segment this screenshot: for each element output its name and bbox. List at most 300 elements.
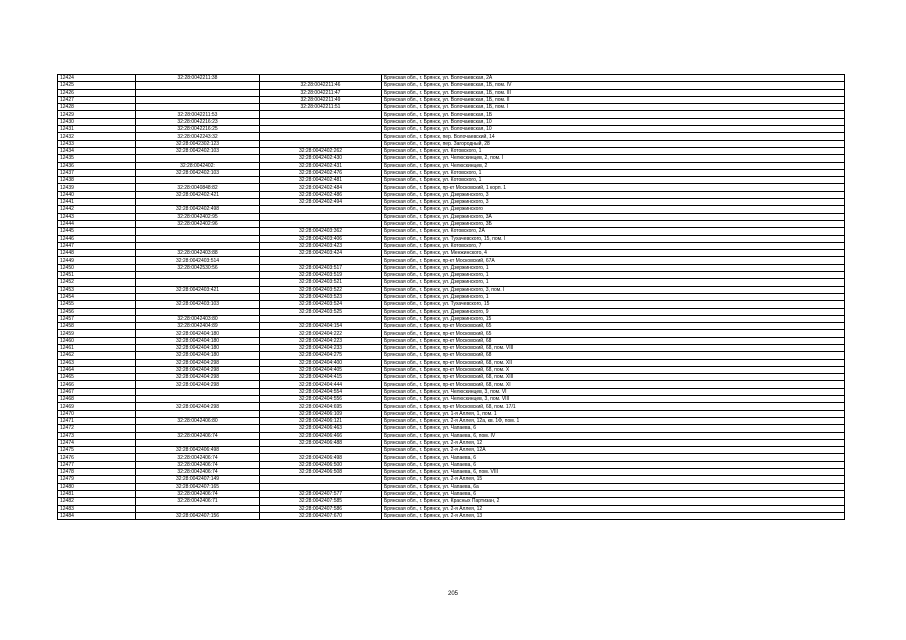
object-number-cell: 32:28:0042404:223	[260, 337, 382, 344]
address-cell: Брянская обл., г. Брянск, ул. Чапаева, 6	[382, 425, 845, 432]
row-number-cell: 12424	[58, 75, 136, 82]
table-row	[58, 272, 845, 279]
table-row	[58, 505, 845, 512]
table-row	[58, 410, 845, 417]
address-cell: Брянская обл., г. Брянск, ул. Чапаева, 6, пом. VIII	[382, 469, 845, 476]
parcel-number-cell: 32:28:0042402:96	[136, 220, 260, 227]
address-cell: Брянская обл., г. Брянск, ул. Волочаевская, 2А	[382, 75, 845, 82]
address-cell: Брянская обл., г. Брянск, ул. Красных Партизан, 2	[382, 498, 845, 505]
table-row	[58, 432, 845, 439]
address-cell: Брянская обл., г. Брянск, ул. Дзержинского, 1	[382, 293, 845, 300]
parcel-number-cell: 32:28:0042404:180	[136, 352, 260, 359]
address-cell: Брянская обл., г. Брянск, ул. Волочаевская, 1Б, пом. II	[382, 96, 845, 103]
object-number-cell: 32:28:0042404:275	[260, 352, 382, 359]
address-cell: Брянская обл., г. Брянск, ул. Дзержинского, 1	[382, 264, 845, 271]
address-cell: Брянская обл., г. Брянск, ул. Чапаева, 6	[382, 454, 845, 461]
address-cell: Брянская обл., г. Брянск, пр-кт Московский, 1 корп. 1	[382, 184, 845, 191]
table-row	[58, 490, 845, 497]
object-number-cell: 32:28:0042404:405	[260, 366, 382, 373]
object-number-cell: 32:28:0042403:362	[260, 228, 382, 235]
row-number-cell: 12431	[58, 126, 136, 133]
parcel-number-cell	[136, 177, 260, 184]
address-cell: Брянская обл., г. Брянск, ул. Чапаева, 6	[382, 461, 845, 468]
address-cell: Брянская обл., г. Брянск, ул. 1-я Аллея, 1, пом. 1	[382, 410, 845, 417]
table-row	[58, 512, 845, 519]
object-number-cell	[260, 220, 382, 227]
object-number-cell: 32:28:0042406:109	[260, 410, 382, 417]
row-number-cell: 12446	[58, 235, 136, 242]
address-cell: Брянская обл., г. Брянск, ул. Чапаева, 6, пом. IV	[382, 432, 845, 439]
object-number-cell: 32:28:0042406:488	[260, 439, 382, 446]
parcel-number-cell: 32:28:0042407:149	[136, 476, 260, 483]
parcel-number-cell: 32:28:0042404:298	[136, 366, 260, 373]
address-cell: Брянская обл., г. Брянск, ул. Волочаевская, 1Б, пом. I	[382, 104, 845, 111]
address-cell: Брянская обл., г. Брянск, ул. Дзержинского, 3	[382, 191, 845, 198]
object-number-cell: 32:28:0042403:521	[260, 279, 382, 286]
parcel-number-cell	[136, 104, 260, 111]
address-cell: Брянская обл., г. Брянск, пр-кт Московский, 68	[382, 352, 845, 359]
object-number-cell: 32:28:0042407:577	[260, 490, 382, 497]
object-number-cell: 32:28:0042402:431	[260, 162, 382, 169]
object-number-cell: 32:28:0042211:51	[260, 104, 382, 111]
table-row	[58, 279, 845, 286]
address-cell: Брянская обл., г. Брянск, ул. Дзержинского, 3А	[382, 213, 845, 220]
row-number-cell: 12477	[58, 461, 136, 468]
cadastral-table-body	[58, 75, 845, 520]
parcel-number-cell: 32:28:0042402:498	[136, 206, 260, 213]
row-number-cell: 12447	[58, 242, 136, 249]
address-cell: Брянская обл., г. Брянск, ул. Волочаевская, 1Б, пом. IV	[382, 82, 845, 89]
table-row	[58, 264, 845, 271]
object-number-cell	[260, 476, 382, 483]
table-row	[58, 344, 845, 351]
address-cell: Брянская обл., г. Брянск, пр-кт Московский, 68	[382, 337, 845, 344]
parcel-number-cell: 32:28:0042216:25	[136, 126, 260, 133]
row-number-cell: 12474	[58, 439, 136, 446]
object-number-cell: 32:28:0042406:463	[260, 425, 382, 432]
row-number-cell: 12444	[58, 220, 136, 227]
object-number-cell	[260, 126, 382, 133]
table-row	[58, 469, 845, 476]
address-cell: Брянская обл., г. Брянск, ул. Котовского, 1	[382, 177, 845, 184]
page-number: 205	[447, 591, 458, 597]
row-number-cell: 12450	[58, 264, 136, 271]
parcel-number-cell: 32:28:0042403:103	[136, 301, 260, 308]
object-number-cell: 32:28:0042403:519	[260, 272, 382, 279]
table-row	[58, 162, 845, 169]
parcel-number-cell: 32:28:0042406:74	[136, 454, 260, 461]
object-number-cell: 32:28:0042211:49	[260, 96, 382, 103]
row-number-cell: 12464	[58, 366, 136, 373]
row-number-cell: 12434	[58, 147, 136, 154]
table-row	[58, 461, 845, 468]
parcel-number-cell: 32:28:0042404:298	[136, 359, 260, 366]
parcel-number-cell: 32:28:0042402:103	[136, 169, 260, 176]
object-number-cell	[260, 447, 382, 454]
table-row	[58, 228, 845, 235]
object-number-cell: 32:28:0042406:500	[260, 461, 382, 468]
object-number-cell: 32:28:0042406:498	[260, 454, 382, 461]
parcel-number-cell: 32:28:0042404:180	[136, 337, 260, 344]
object-number-cell: 32:28:0042406:121	[260, 417, 382, 424]
address-cell: Брянская обл., г. Брянск, ул. Челюскинцев, 2	[382, 162, 845, 169]
parcel-number-cell: 32:28:0042211:38	[136, 75, 260, 82]
row-number-cell: 12436	[58, 162, 136, 169]
row-number-cell: 12440	[58, 191, 136, 198]
address-cell: Брянская обл., г. Брянск, ул. Волочаевская, 1Б, пом. III	[382, 89, 845, 96]
table-row	[58, 337, 845, 344]
parcel-number-cell	[136, 89, 260, 96]
address-cell: Брянская обл., г. Брянск, ул. Волочаевская, 10	[382, 126, 845, 133]
parcel-number-cell: 32:28:0042404:298	[136, 403, 260, 410]
address-cell: Брянская обл., г. Брянск, пер. Волочаевский, 14	[382, 133, 845, 140]
address-cell: Брянская обл., г. Брянск, ул. 2-я Аллея, 12	[382, 505, 845, 512]
address-cell: Брянская обл., г. Брянск, пр-кт Московский, 68, пом. X	[382, 366, 845, 373]
parcel-number-cell: 32:28:0042404:180	[136, 330, 260, 337]
parcel-number-cell: 32:28:0042402:103	[136, 147, 260, 154]
parcel-number-cell	[136, 82, 260, 89]
table-row	[58, 352, 845, 359]
row-number-cell: 12476	[58, 454, 136, 461]
parcel-number-cell: 32:28:0042243:32	[136, 133, 260, 140]
object-number-cell: 32:28:0042402:484	[260, 184, 382, 191]
row-number-cell: 12468	[58, 396, 136, 403]
address-cell: Брянская обл., г. Брянск, ул. Менжинского, 4	[382, 250, 845, 257]
table-row	[58, 118, 845, 125]
address-cell: Брянская обл., г. Брянск, пр-кт Московский, 68, пом. XII	[382, 359, 845, 366]
table-row	[58, 104, 845, 111]
parcel-number-cell	[136, 439, 260, 446]
table-row	[58, 206, 845, 213]
address-cell: Брянская обл., г. Брянск, ул. Волочаевская, 1Б	[382, 111, 845, 118]
object-number-cell	[260, 111, 382, 118]
row-number-cell: 12452	[58, 279, 136, 286]
address-cell: Брянская обл., г. Брянск, ул. 2-я Аллея, 12А	[382, 447, 845, 454]
row-number-cell: 12456	[58, 308, 136, 315]
row-number-cell: 12442	[58, 206, 136, 213]
table-row	[58, 403, 845, 410]
object-number-cell: 32:28:0042404:233	[260, 344, 382, 351]
object-number-cell: 32:28:0042403:406	[260, 235, 382, 242]
table-row	[58, 213, 845, 220]
parcel-number-cell: 32:28:0042406:74	[136, 432, 260, 439]
row-number-cell: 12428	[58, 104, 136, 111]
parcel-number-cell	[136, 242, 260, 249]
object-number-cell	[260, 118, 382, 125]
object-number-cell: 32:28:0042404:222	[260, 330, 382, 337]
address-cell: Брянская обл., г. Брянск, ул. Котовского, 1	[382, 169, 845, 176]
address-cell: Брянская обл., г. Брянск, ул. Котовского, 2А	[382, 228, 845, 235]
table-row	[58, 242, 845, 249]
address-cell: Брянская обл., г. Брянск, ул. Дзержинского, 3	[382, 199, 845, 206]
object-number-cell	[260, 133, 382, 140]
row-number-cell: 12461	[58, 344, 136, 351]
object-number-cell: 32:28:0042404:556	[260, 396, 382, 403]
table-row	[58, 381, 845, 388]
row-number-cell: 12482	[58, 498, 136, 505]
row-number-cell: 12426	[58, 89, 136, 96]
parcel-number-cell	[136, 199, 260, 206]
parcel-number-cell: 32:28:0042406:71	[136, 498, 260, 505]
cadastral-table	[57, 74, 845, 520]
row-number-cell: 12437	[58, 169, 136, 176]
table-row	[58, 257, 845, 264]
table-row	[58, 374, 845, 381]
table-row	[58, 191, 845, 198]
address-cell: Брянская обл., г. Брянск, ул. Челюскинцев, 2, пом. I	[382, 155, 845, 162]
address-cell: Брянская обл., г. Брянск, ул. Дзержинского, 1	[382, 272, 845, 279]
parcel-number-cell	[136, 308, 260, 315]
parcel-number-cell: 32:28:0042402:95	[136, 213, 260, 220]
object-number-cell: 32:28:0042402:494	[260, 199, 382, 206]
address-cell: Брянская обл., г. Брянск, пр-кт Московский, 67А	[382, 257, 845, 264]
parcel-number-cell: 32:28:0042407:156	[136, 512, 260, 519]
row-number-cell: 12473	[58, 432, 136, 439]
table-row	[58, 439, 845, 446]
table-row	[58, 483, 845, 490]
object-number-cell: 32:28:0042404:695	[260, 403, 382, 410]
parcel-number-cell: 32:28:0042404:89	[136, 323, 260, 330]
parcel-number-cell	[136, 235, 260, 242]
row-number-cell: 12435	[58, 155, 136, 162]
parcel-number-cell: 32:28:0042302:123	[136, 140, 260, 147]
table-row	[58, 96, 845, 103]
table-row	[58, 140, 845, 147]
address-cell: Брянская обл., г. Брянск, пр-кт Московский, 68, пом. XIII	[382, 374, 845, 381]
object-number-cell: 32:28:0042404:415	[260, 374, 382, 381]
object-number-cell: 32:28:0042404:154	[260, 323, 382, 330]
object-number-cell: 32:28:0042404:400	[260, 359, 382, 366]
object-number-cell	[260, 315, 382, 322]
parcel-number-cell	[136, 293, 260, 300]
object-number-cell: 32:28:0042403:517	[260, 264, 382, 271]
table-row	[58, 199, 845, 206]
object-number-cell: 32:28:0042403:522	[260, 286, 382, 293]
address-cell: Брянская обл., г. Брянск, ул. Дзержинского, 1	[382, 279, 845, 286]
object-number-cell: 32:28:0042402:481	[260, 177, 382, 184]
table-row	[58, 133, 845, 140]
row-number-cell: 12448	[58, 250, 136, 257]
parcel-number-cell: 32:28:0042216:23	[136, 118, 260, 125]
row-number-cell: 12471	[58, 417, 136, 424]
table-row	[58, 498, 845, 505]
row-number-cell: 12462	[58, 352, 136, 359]
row-number-cell: 12438	[58, 177, 136, 184]
parcel-number-cell: 32:28:0042404:298	[136, 381, 260, 388]
table-row	[58, 308, 845, 315]
row-number-cell: 12427	[58, 96, 136, 103]
parcel-number-cell: 32:28:0042211:53	[136, 111, 260, 118]
table-row	[58, 220, 845, 227]
row-number-cell: 12441	[58, 199, 136, 206]
table-row	[58, 250, 845, 257]
table-row	[58, 366, 845, 373]
table-row	[58, 323, 845, 330]
row-number-cell: 12457	[58, 315, 136, 322]
object-number-cell: 32:28:0042406:466	[260, 432, 382, 439]
parcel-number-cell: 32:28:0042404:298	[136, 374, 260, 381]
parcel-number-cell: 32:28:0042404:180	[136, 344, 260, 351]
address-cell: Брянская обл., г. Брянск, пер. Загородный, 28	[382, 140, 845, 147]
row-number-cell: 12425	[58, 82, 136, 89]
object-number-cell: 32:28:0042407:670	[260, 512, 382, 519]
parcel-number-cell	[136, 272, 260, 279]
object-number-cell	[260, 483, 382, 490]
table-row	[58, 75, 845, 82]
parcel-number-cell: 32:28:0042406:74	[136, 490, 260, 497]
table-row	[58, 293, 845, 300]
row-number-cell: 12479	[58, 476, 136, 483]
parcel-number-cell	[136, 279, 260, 286]
object-number-cell: 32:28:0042211:47	[260, 89, 382, 96]
row-number-cell: 12459	[58, 330, 136, 337]
table-row	[58, 184, 845, 191]
row-number-cell: 12433	[58, 140, 136, 147]
table-row	[58, 82, 845, 89]
object-number-cell: 32:28:0042406:508	[260, 469, 382, 476]
parcel-number-cell: 32:28:0042403:80	[136, 315, 260, 322]
row-number-cell: 12454	[58, 293, 136, 300]
row-number-cell: 12429	[58, 111, 136, 118]
row-number-cell: 12469	[58, 403, 136, 410]
address-cell: Брянская обл., г. Брянск, ул. Котовского, 7	[382, 242, 845, 249]
table-row	[58, 126, 845, 133]
address-cell: Брянская обл., г. Брянск, ул. Дзержинского, 9	[382, 308, 845, 315]
parcel-number-cell: 32:28:0042406:74	[136, 469, 260, 476]
row-number-cell: 12443	[58, 213, 136, 220]
row-number-cell: 12470	[58, 410, 136, 417]
table-row	[58, 155, 845, 162]
parcel-number-cell: 32:28:0040848:82	[136, 184, 260, 191]
row-number-cell: 12439	[58, 184, 136, 191]
table-row	[58, 147, 845, 154]
object-number-cell: 32:28:0042402:476	[260, 169, 382, 176]
address-cell: Брянская обл., г. Брянск, ул. 2-я Аллея, 13	[382, 512, 845, 519]
object-number-cell: 32:28:0042402:486	[260, 191, 382, 198]
parcel-number-cell: 32:28:0042406:74	[136, 461, 260, 468]
parcel-number-cell: 32:28:0042406:80	[136, 417, 260, 424]
address-cell: Брянская обл., г. Брянск, ул. Котовского, 1	[382, 147, 845, 154]
table-row	[58, 177, 845, 184]
address-cell: Брянская обл., г. Брянск, ул. Челюскинцев, 3, пом. VI	[382, 388, 845, 395]
object-number-cell: 32:28:0042403:524	[260, 301, 382, 308]
table-row	[58, 447, 845, 454]
address-cell: Брянская обл., г. Брянск, ул. Волочаевская, 10	[382, 118, 845, 125]
row-number-cell: 12458	[58, 323, 136, 330]
row-number-cell: 12478	[58, 469, 136, 476]
table-row	[58, 169, 845, 176]
parcel-number-cell: 32:28:0042407:165	[136, 483, 260, 490]
address-cell: Брянская обл., г. Брянск, ул. Челюскинцев, 3, пом. VIII	[382, 396, 845, 403]
parcel-number-cell	[136, 228, 260, 235]
address-cell: Брянская обл., г. Брянск, ул. Дзержинского, 15	[382, 315, 845, 322]
parcel-number-cell	[136, 155, 260, 162]
row-number-cell: 12481	[58, 490, 136, 497]
address-cell: Брянская обл., г. Брянск, пр-кт Московский, 65	[382, 323, 845, 330]
table-row	[58, 359, 845, 366]
table-row	[58, 454, 845, 461]
row-number-cell: 12445	[58, 228, 136, 235]
table-row	[58, 111, 845, 118]
object-number-cell: 32:28:0042403:523	[260, 293, 382, 300]
table-row	[58, 476, 845, 483]
table-row	[58, 286, 845, 293]
row-number-cell: 12463	[58, 359, 136, 366]
parcel-number-cell	[136, 505, 260, 512]
parcel-number-cell: 32:28:0042403:88	[136, 250, 260, 257]
row-number-cell: 12455	[58, 301, 136, 308]
address-cell: Брянская обл., г. Брянск, ул. 2-я Аллея, 12а, кв. 1Ф, пом. 1	[382, 417, 845, 424]
address-cell: Брянская обл., г. Брянск, пр-кт Московский, 68, пом. 17/1	[382, 403, 845, 410]
object-number-cell: 32:28:0042407:585	[260, 498, 382, 505]
object-number-cell: 32:28:0042211:46	[260, 82, 382, 89]
address-cell: Брянская обл., г. Брянск, ул. 2-я Аллея, 15	[382, 476, 845, 483]
row-number-cell: 12432	[58, 133, 136, 140]
parcel-number-cell	[136, 396, 260, 403]
object-number-cell: 32:28:0042404:554	[260, 388, 382, 395]
object-number-cell: 32:28:0042403:423	[260, 242, 382, 249]
address-cell: Брянская обл., г. Брянск, ул. Чапаева, 6а	[382, 483, 845, 490]
object-number-cell	[260, 75, 382, 82]
parcel-number-cell	[136, 425, 260, 432]
address-cell: Брянская обл., г. Брянск, ул. 2-я Аллея, 12	[382, 439, 845, 446]
parcel-number-cell: 32:28:0042402:	[136, 162, 260, 169]
object-number-cell	[260, 140, 382, 147]
parcel-number-cell: 32:28:0042403:514	[136, 257, 260, 264]
row-number-cell: 12472	[58, 425, 136, 432]
row-number-cell: 12453	[58, 286, 136, 293]
table-row	[58, 425, 845, 432]
table-row	[58, 89, 845, 96]
row-number-cell: 12451	[58, 272, 136, 279]
object-number-cell: 32:28:0042404:444	[260, 381, 382, 388]
parcel-number-cell: 32:28:0042402:421	[136, 191, 260, 198]
row-number-cell: 12483	[58, 505, 136, 512]
parcel-number-cell: 32:28:0042406:498	[136, 447, 260, 454]
object-number-cell: 32:28:0042407:586	[260, 505, 382, 512]
object-number-cell: 32:28:0042403:525	[260, 308, 382, 315]
parcel-number-cell	[136, 388, 260, 395]
address-cell: Брянская обл., г. Брянск, ул. Чапаева, 6	[382, 490, 845, 497]
parcel-number-cell	[136, 410, 260, 417]
address-cell: Брянская обл., г. Брянск, пр-кт Московский, 68, пом. VIII	[382, 344, 845, 351]
address-cell: Брянская обл., г. Брянск, ул. Дзержинского	[382, 206, 845, 213]
table-row	[58, 301, 845, 308]
object-number-cell: 32:28:0042402:430	[260, 155, 382, 162]
parcel-number-cell	[136, 96, 260, 103]
parcel-number-cell: 32:28:0042403:421	[136, 286, 260, 293]
row-number-cell: 12430	[58, 118, 136, 125]
object-number-cell	[260, 213, 382, 220]
address-cell: Брянская обл., г. Брянск, ул. Тухачевского, 15	[382, 301, 845, 308]
row-number-cell: 12466	[58, 381, 136, 388]
row-number-cell: 12480	[58, 483, 136, 490]
table-row	[58, 388, 845, 395]
row-number-cell: 12484	[58, 512, 136, 519]
address-cell: Брянская обл., г. Брянск, пр-кт Московский, 68, пом. XI	[382, 381, 845, 388]
row-number-cell: 12460	[58, 337, 136, 344]
object-number-cell: 32:28:0042402:262	[260, 147, 382, 154]
address-cell: Брянская обл., г. Брянск, ул. Тухачевского, 15, пом. I	[382, 235, 845, 242]
row-number-cell: 12467	[58, 388, 136, 395]
table-row	[58, 417, 845, 424]
parcel-number-cell: 32:28:0042530:56	[136, 264, 260, 271]
row-number-cell: 12465	[58, 374, 136, 381]
table-row	[58, 396, 845, 403]
table-row	[58, 235, 845, 242]
object-number-cell: 32:28:0042403:424	[260, 250, 382, 257]
row-number-cell: 12475	[58, 447, 136, 454]
